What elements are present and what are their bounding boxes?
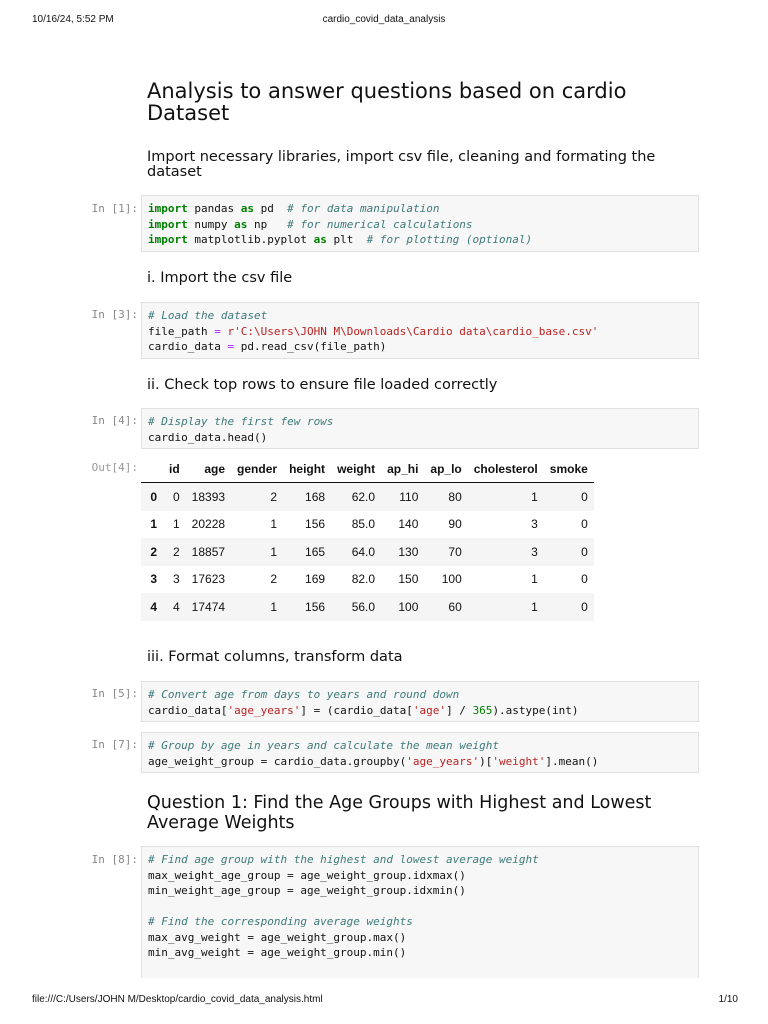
table-cell: 140 <box>398 517 419 532</box>
table-cell: 62.0 <box>351 489 376 504</box>
question-1-heading <box>147 793 651 833</box>
column-header-weight: weight <box>331 456 381 483</box>
table-cell: 0 <box>581 544 588 559</box>
print-file-path: file:///C:/Users/JOHN M/Desktop/cardio_covid_data_analysis.html <box>32 994 323 1005</box>
table-row <box>141 511 594 539</box>
table-cell: 130 <box>398 544 419 559</box>
table-cell: 60 <box>448 599 462 614</box>
table-cell: 3 <box>531 544 538 559</box>
column-header-id: id <box>163 456 186 483</box>
import-heading-line-1: Import necessary libraries, import csv file, cleaning and formating the <box>147 149 656 165</box>
table-cell: 2 <box>270 489 278 504</box>
table-cell: 0 <box>581 599 588 614</box>
table-row <box>141 566 594 594</box>
table-cell: 1 <box>531 489 538 504</box>
table-cell: 1 <box>270 517 278 532</box>
table-index-header <box>141 456 163 483</box>
table-cell: 0 <box>581 517 588 532</box>
code-cell-1[interactable]: import pandas as pd # for data manipulation import numpy as np # for numerical calculations import matplotlib.pyplot as plt # for plotting (optional) <box>141 195 699 252</box>
print-doc-title: cardio_covid_data_analysis <box>322 14 446 25</box>
row-index: 2 <box>150 544 157 559</box>
table-row <box>141 483 594 511</box>
code-cell-5[interactable]: # Convert age from days to years and round down cardio_data['age_years'] = (cardio_data['age'] / 365).astype(int) <box>141 681 699 722</box>
code-cell-4[interactable]: # Display the first few rows cardio_data.head() <box>141 408 699 449</box>
column-header-smoke: smoke <box>544 456 594 483</box>
table-row <box>141 538 594 566</box>
table-cell: 1 <box>270 599 278 614</box>
table-header-row <box>141 456 594 483</box>
table-cell: 1 <box>172 517 180 532</box>
table-cell: 2 <box>172 544 180 559</box>
table-cell: 80 <box>448 489 462 504</box>
import-heading <box>147 150 655 180</box>
table-row <box>141 593 594 621</box>
table-cell: 0 <box>581 489 588 504</box>
print-datetime: 10/16/24, 5:52 PM <box>32 14 114 25</box>
section-heading-check-rows: ii. Check top rows to ensure file loaded correctly <box>147 377 498 393</box>
table-cell: 156 <box>305 599 326 614</box>
table-cell: 56.0 <box>351 599 376 614</box>
input-prompt-1: In [1]: <box>91 202 138 215</box>
row-index: 1 <box>150 517 157 532</box>
section-heading-import-csv: i. Import the csv file <box>147 270 293 286</box>
column-header-age: age <box>186 456 231 483</box>
table-cell: 18857 <box>191 544 226 559</box>
table-cell: 17623 <box>191 572 226 587</box>
table-cell: 156 <box>305 517 326 532</box>
table-cell: 64.0 <box>351 544 376 559</box>
column-header-cholesterol: cholesterol <box>468 456 544 483</box>
input-prompt-8: In [8]: <box>91 853 138 866</box>
page-title <box>147 80 626 124</box>
table-cell: 17474 <box>191 599 226 614</box>
code-cell-8[interactable]: # Find age group with the highest and lowest average weight max_weight_age_group = age_weight_group.idxmax() min_weight_age_group = age_weight_group.idxmin() # Find the corresponding average weights max_avg_weight = age_weight_group.max() min_avg_weight = age_weight_group.min() <box>141 846 699 978</box>
page-title-line-2: Dataset <box>147 101 230 125</box>
column-header-ap-lo: ap_lo <box>424 456 467 483</box>
row-index: 4 <box>150 599 157 614</box>
table-cell: 3 <box>172 572 180 587</box>
table-cell: 1 <box>270 544 278 559</box>
table-cell: 165 <box>305 544 326 559</box>
question-1-line-2: Average Weights <box>147 813 295 833</box>
table-cell: 100 <box>441 572 462 587</box>
print-footer <box>0 994 768 1010</box>
table-cell: 3 <box>531 517 538 532</box>
input-prompt-7: In [7]: <box>91 738 138 751</box>
import-heading-line-2: dataset <box>147 164 202 180</box>
table-cell: 0 <box>172 489 180 504</box>
section-heading-format-columns: iii. Format columns, transform data <box>147 649 403 665</box>
table-cell: 18393 <box>191 489 226 504</box>
input-prompt-5: In [5]: <box>91 687 138 700</box>
print-page-number: 1/10 <box>718 994 738 1005</box>
input-prompt-3: In [3]: <box>91 308 138 321</box>
column-header-height: height <box>283 456 331 483</box>
column-header-ap-hi: ap_hi <box>381 456 424 483</box>
row-index: 3 <box>150 572 157 587</box>
table-cell: 0 <box>581 572 588 587</box>
table-cell: 1 <box>531 599 538 614</box>
dataframe-output <box>141 456 594 621</box>
row-index: 0 <box>150 489 157 504</box>
table-cell: 20228 <box>191 517 226 532</box>
table-cell: 1 <box>531 572 538 587</box>
question-1-line-1: Question 1: Find the Age Groups with Highest and Lowest <box>147 793 652 813</box>
table-cell: 4 <box>172 599 180 614</box>
output-prompt-4: Out[4]: <box>91 461 138 474</box>
table-cell: 70 <box>448 544 462 559</box>
code-cell-3[interactable]: # Load the dataset file_path = r'C:\Users\JOHN M\Downloads\Cardio data\cardio_base.csv' cardio_data = pd.read_csv(file_path) <box>141 302 699 359</box>
table-cell: 85.0 <box>351 517 376 532</box>
page-title-line-1: Analysis to answer questions based on cardio <box>147 79 627 103</box>
code-cell-7[interactable]: # Group by age in years and calculate the mean weight age_weight_group = cardio_data.groupby('age_years')['weight'].mean() <box>141 732 699 773</box>
print-header <box>0 14 768 30</box>
table-cell: 90 <box>448 517 462 532</box>
table-cell: 100 <box>398 599 419 614</box>
table-cell: 168 <box>305 489 326 504</box>
table-cell: 150 <box>398 572 419 587</box>
table-cell: 169 <box>305 572 326 587</box>
table-cell: 110 <box>399 489 419 504</box>
table-cell: 82.0 <box>351 572 376 587</box>
table-cell: 2 <box>270 572 278 587</box>
input-prompt-4: In [4]: <box>91 414 138 427</box>
column-header-gender: gender <box>231 456 283 483</box>
